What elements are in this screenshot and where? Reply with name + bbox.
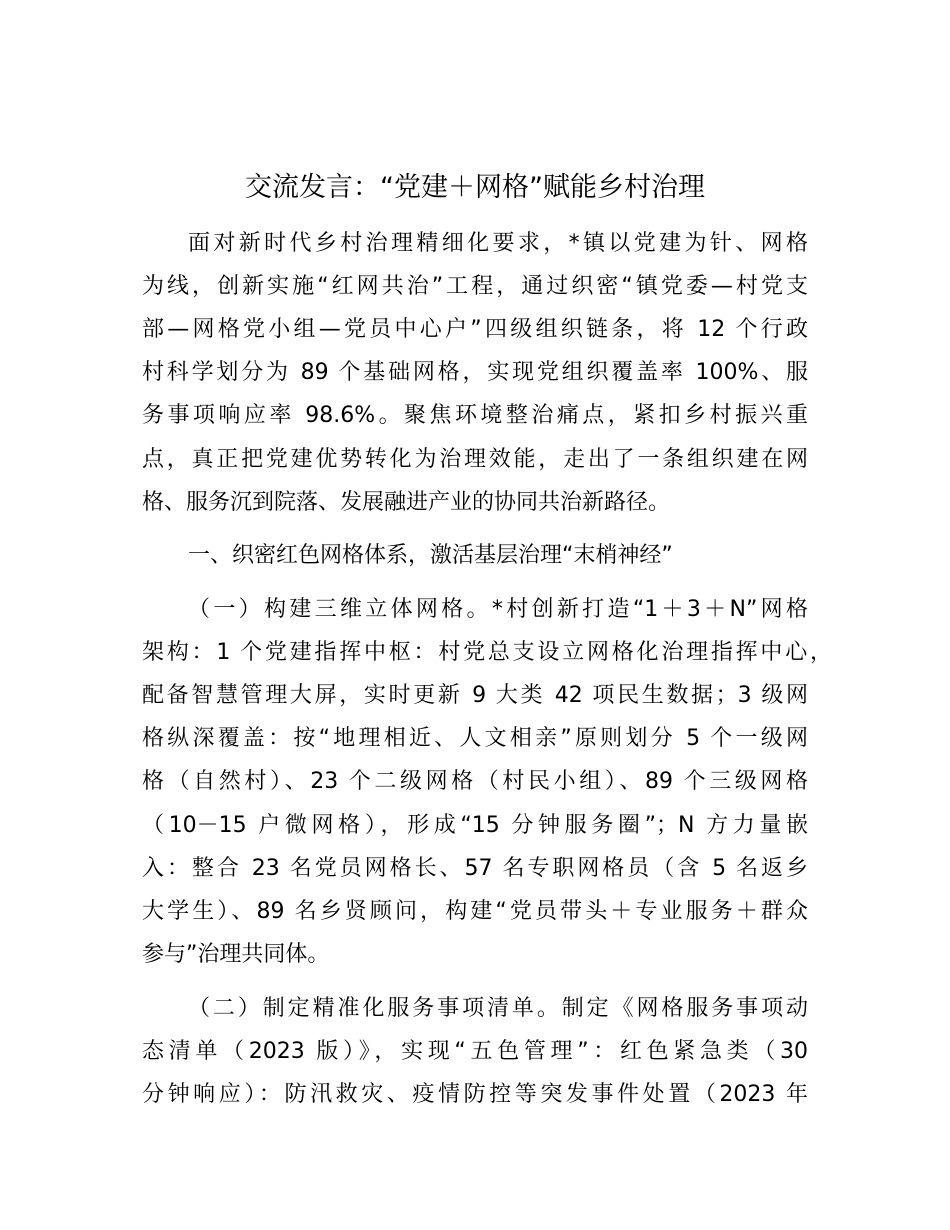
document-title: 交流发言：“党建＋网格”赋能乡村治理	[245, 172, 705, 203]
section-1-heading: 一、织密红色网格体系，激活基层治理“末梢神经”	[188, 543, 673, 568]
paragraph-1-line-3: 部—网格党小组—党员中心户”四级组织链条，将 12 个行政	[142, 317, 808, 342]
paragraph-3-line-2: 态清单（2023 版）》，实现“五色管理”：红色紧急类（30	[142, 1039, 808, 1064]
paragraph-2-line-2: 架构：1 个党建指挥中枢：村党总支设立网格化治理指挥中心，	[142, 640, 832, 665]
paragraph-2-line-4: 格纵深覆盖：按“地理相近、人文相亲”原则划分 5 个一级网	[142, 726, 808, 751]
paragraph-1-line-6: 点，真正把党建优势转化为治理效能，走出了一条组织建在网	[142, 447, 808, 472]
paragraph-2-line-9: 参与”治理共同体。	[142, 942, 330, 967]
paragraph-1-line-4: 村科学划分为 89 个基础网格，实现党组织覆盖率 100%、服	[142, 360, 808, 385]
paragraph-1-line-7: 格、服务沉到院落、发展融进产业的协同共治新路径。	[142, 490, 671, 515]
paragraph-1-line-1: 面对新时代乡村治理精细化要求，*镇以党建为针、网格	[188, 231, 808, 256]
paragraph-2-line-8: 大学生）、89 名乡贤顾问，构建“党员带头＋专业服务＋群众	[142, 899, 808, 924]
paragraph-2-line-5: 格（自然村）、23 个二级网格（村民小组）、89 个三级网格	[142, 769, 808, 794]
paragraph-2-line-1: （一）构建三维立体网格。*村创新打造“1＋3＋N”网格	[188, 597, 808, 622]
paragraph-2-line-7: 入：整合 23 名党员网格长、57 名专职网格员（含 5 名返乡	[142, 856, 808, 881]
paragraph-3-line-1: （二）制定精准化服务事项清单。制定《网格服务事项动	[188, 996, 808, 1021]
paragraph-1-line-2: 为线，创新实施“红网共治”工程，通过织密“镇党委—村党支	[142, 274, 808, 299]
paragraph-3-line-3: 分钟响应）：防汛救灾、疫情防控等突发事件处置（2023 年	[142, 1082, 808, 1107]
paragraph-1-line-5: 务事项响应率 98.6%。聚焦环境整治痛点，紧扣乡村振兴重	[142, 403, 808, 428]
paragraph-2-line-3: 配备智慧管理大屏，实时更新 9 大类 42 项民生数据；3 级网	[142, 683, 808, 708]
paragraph-2-line-6: （10－15 户微网格），形成“15 分钟服务圈”；N 方力量嵌	[142, 813, 808, 838]
